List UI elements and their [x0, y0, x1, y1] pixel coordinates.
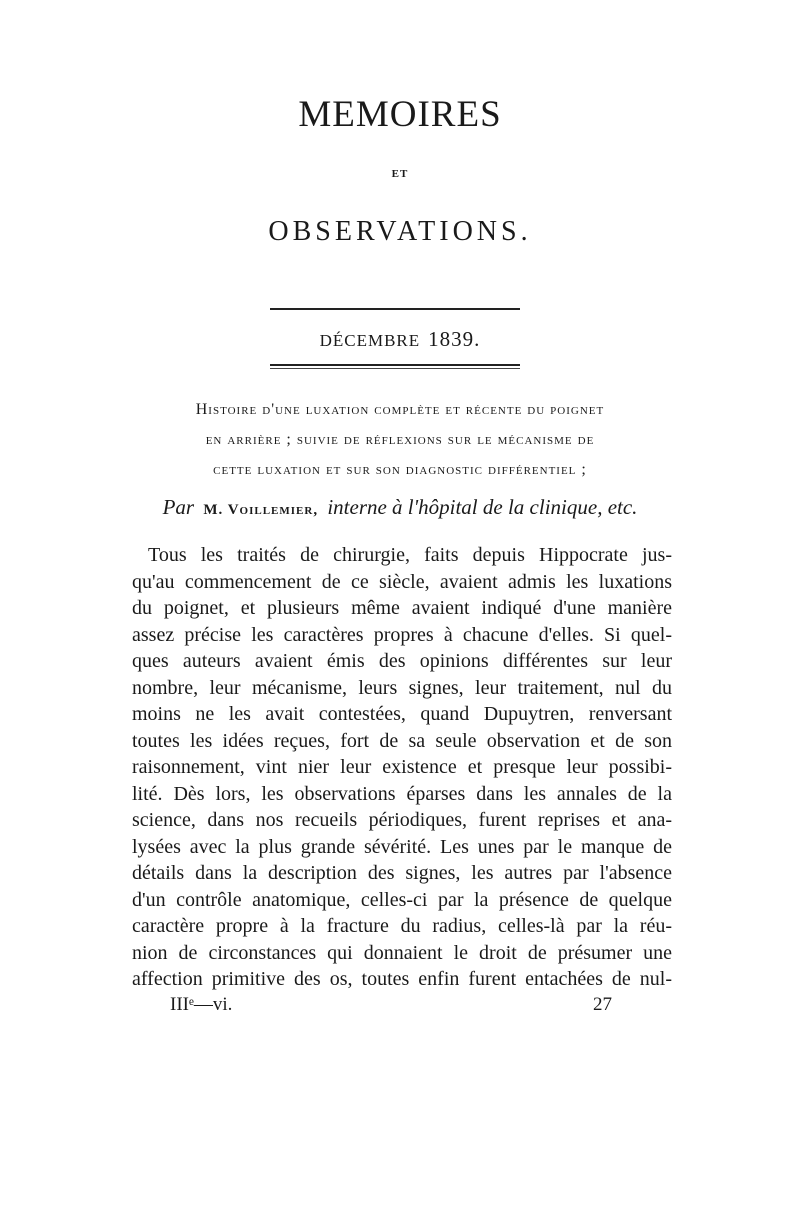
page-subtitle: OBSERVATIONS.	[268, 216, 532, 247]
body-line: qu'au commencement de ce siècle, avaient admis les luxations	[132, 570, 672, 593]
body-line: d'un contrôle anatomique, celles-ci par la présence de quelque	[132, 888, 672, 911]
body-line: ques auteurs avaient émis des opinions différentes sur leur	[132, 650, 672, 672]
body-line: détails dans la description des signes, les autres par l'absence	[132, 862, 672, 884]
article-byline	[0, 495, 800, 520]
title-conjunction: ET	[391, 168, 409, 180]
issue-month: DÉCEMBRE	[319, 331, 421, 350]
heading-line: en arrière ; suivie de réflexions sur le mécanisme de	[205, 431, 595, 448]
body-line: assez précise les caractères propres à chacune d'elles. Si quel-	[132, 623, 672, 646]
body-line: lysées avec la plus grande sévérité. Les unes par le manque de	[132, 835, 672, 858]
divider-bottom	[270, 364, 520, 366]
byline-prefix: Par	[162, 495, 195, 519]
body-line: du poignet, et plusieurs même avaient indiqué d'une manière	[132, 597, 672, 619]
heading-line: Histoire d'une luxation complète et récente du poignet	[195, 401, 605, 418]
divider-top	[270, 308, 520, 310]
heading-line: cette luxation et sur son diagnostic différentiel ;	[213, 461, 587, 478]
article-heading	[120, 395, 680, 485]
body-line: toutes les idées reçues, fort de sa seule observation et de son	[132, 729, 672, 752]
body-line: science, dans nos recueils périodiques, furent reprises et ana-	[132, 809, 672, 831]
body-line: nion de circonstances qui donnaient le droit de présumer une	[132, 941, 672, 964]
issue-date	[0, 327, 800, 352]
page-title: MEMOIRES	[298, 94, 502, 135]
body-line: lité. Dès lors, les observations éparses dans les annales de la	[132, 782, 672, 805]
page-number: 27	[593, 994, 612, 1015]
byline-suffix: interne à l'hôpital de la clinique, etc.	[327, 495, 638, 519]
body-line: moins ne les avait contestées, quand Dupuytren, renversant	[132, 703, 672, 725]
body-line: raisonnement, vint nier leur existence et presque leur possibi-	[132, 756, 672, 778]
signature-mark: IIIᵉ—vi.	[170, 994, 233, 1015]
body-line: affection primitive des os, toutes enfin furent entachées de nul-	[132, 968, 672, 990]
body-line: caractère propre à la fracture du radius, celles-là par la réu-	[132, 915, 672, 937]
body-line: nombre, leur mécanisme, leurs signes, leur traitement, nul du	[132, 676, 672, 699]
issue-year: 1839.	[428, 327, 481, 351]
byline-author: M. Voillemier,	[203, 502, 319, 518]
body-line: Tous les traités de chirurgie, faits depuis Hippocrate jus-	[148, 544, 672, 566]
article-body	[132, 542, 672, 993]
